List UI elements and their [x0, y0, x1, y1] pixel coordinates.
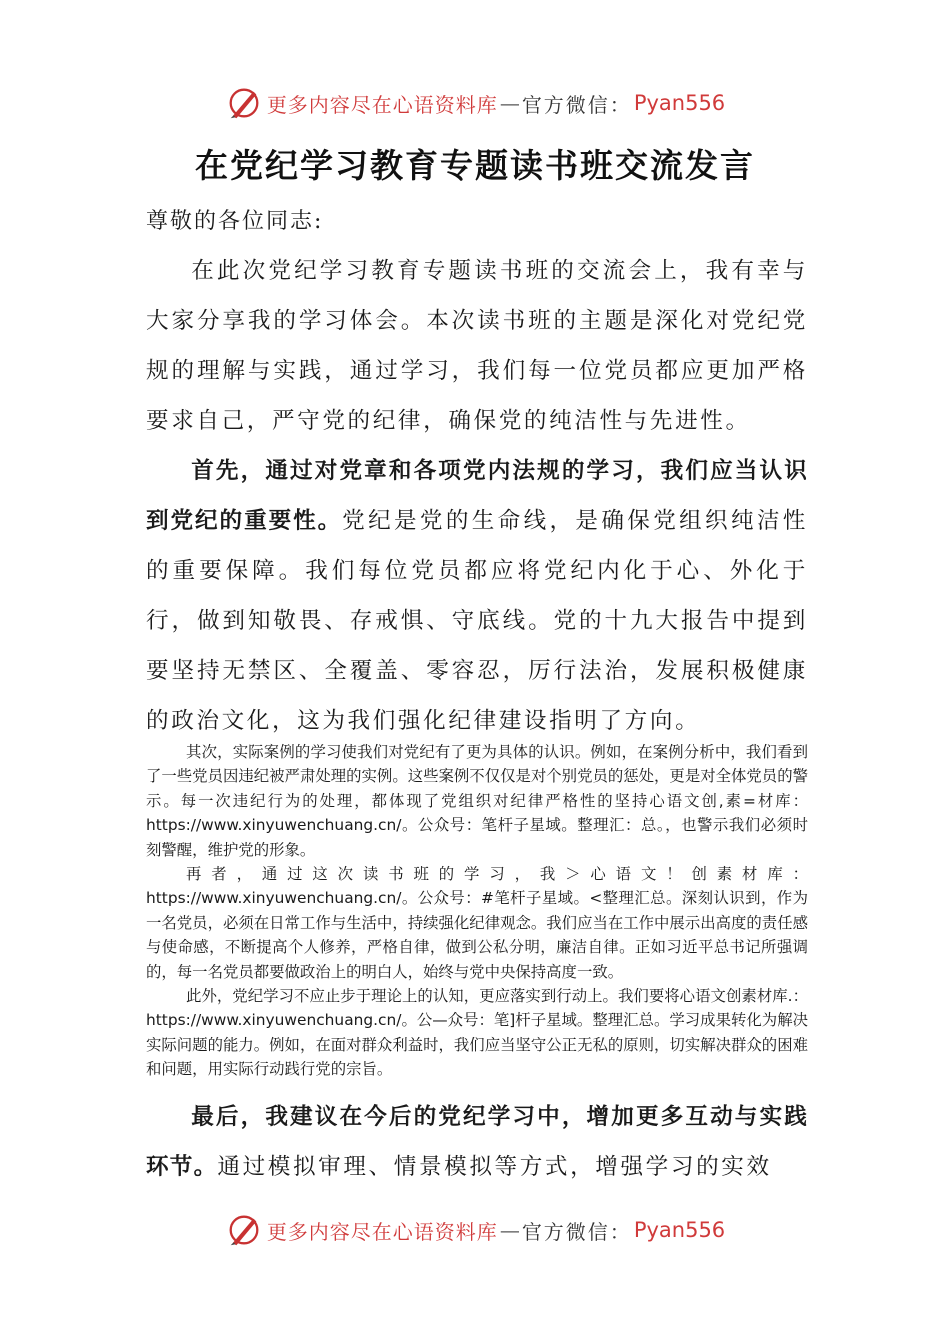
header-banner [0, 80, 950, 126]
pen-logo-icon [225, 1211, 263, 1249]
paragraph-first-point-lead: 首先，通过对党章和各项党内法规的学习，我们应当认识到党纪的重要性。 [146, 458, 808, 534]
banner-wechat-label: 官方微信： [521, 1219, 632, 1244]
banner-separator: — [499, 1218, 520, 1242]
banner-slogan: 更多内容尽在心语资料库 [266, 92, 498, 117]
footer-banner [0, 1207, 950, 1253]
banner-slogan: 更多内容尽在心语资料库 [266, 1219, 498, 1244]
paragraph-first-point [146, 446, 808, 746]
pen-logo-icon [225, 84, 263, 122]
small-text-block [146, 740, 808, 1082]
paragraph-third-point: 再者，通过这次读书班的学习，我＞心语文！创素材库：https://www.xinyuwenchuang.cn/。公众号：#笔杆子星域。<整理汇总。深刻认识到，作为一名党员，必须在日常工作与生活中，持续强化纪律观念。我们应当在工作中展示出高度的责任感与使命感，不断提高个人修养，严格自律，做到公私分明，廉洁自律。正如习近平总书记所强调的，每一名党员都要做政治上的明白人，始终与党中央保持高度一致。 [146, 865, 808, 981]
paragraph-last-point-body: 通过模拟审理、情景模拟等方式，增强学习的实效 [217, 1154, 772, 1180]
paragraph-last-point-lead: 最后，我建议在今后的党纪学习中，增加更多互动与实践环节。 [146, 1104, 808, 1180]
banner-wechat-id: Pyan556 [633, 1218, 726, 1242]
greeting: 尊敬的各位同志: [146, 209, 324, 234]
paragraph-last-point [146, 1092, 808, 1192]
page-title: 在党纪学习教育专题读书班交流发言 [195, 146, 755, 185]
paragraph-first-point-body: 党纪是党的生命线，是确保党组织纯洁性的重要保障。我们每位党员都应将党纪内化于心、外化于行，做到知敬畏、存戒惧、守底线。党的十九大报告中提到要坚持无禁区、全覆盖、零容忍，厉行法治，发展积极健康的政治文化，这为我们强化纪律建设指明了方向。 [146, 508, 808, 734]
paragraph-intro: 在此次党纪学习教育专题读书班的交流会上，我有幸与大家分享我的学习体会。本次读书班的主题是深化对党纪党规的理解与实践，通过学习，我们每一位党员都应更加严格要求自己，严守党的纪律，确保党的纯洁性与先进性。 [146, 258, 808, 434]
paragraph-second-point: 其次，实际案例的学习使我们对党纪有了更为具体的认识。例如，在案例分析中，我们看到了一些党员因违纪被严肃处理的实例。这些案例不仅仅是对个别党员的惩处，更是对全体党员的警示。每一次违纪行为的处理，都体现了党组织对纪律严格性的坚持心语文创,素=材库：https://www.xinyuwenchuang.cn/。公众号：笔杆子星域。整理汇：总。，也警示我们必须时刻警醒，维护党的形象。 [146, 743, 808, 859]
paragraph-fourth-point: 此外，党纪学习不应止步于理论上的认知，更应落实到行动上。我们要将心语文创素材库.：https://www.xinyuwenchuang.cn/。公—众号：笔]杆子星域。整理汇总。学习成果转化为解决实际问题的能力。例如，在面对群众利益时，我们应当坚守公正无私的原则，切实解决群众的困难和问题，用实际行动践行党的宗旨。 [146, 987, 808, 1079]
banner-wechat-label: 官方微信： [521, 92, 632, 117]
banner-separator: — [499, 91, 520, 115]
banner-wechat-id: Pyan556 [633, 91, 726, 115]
